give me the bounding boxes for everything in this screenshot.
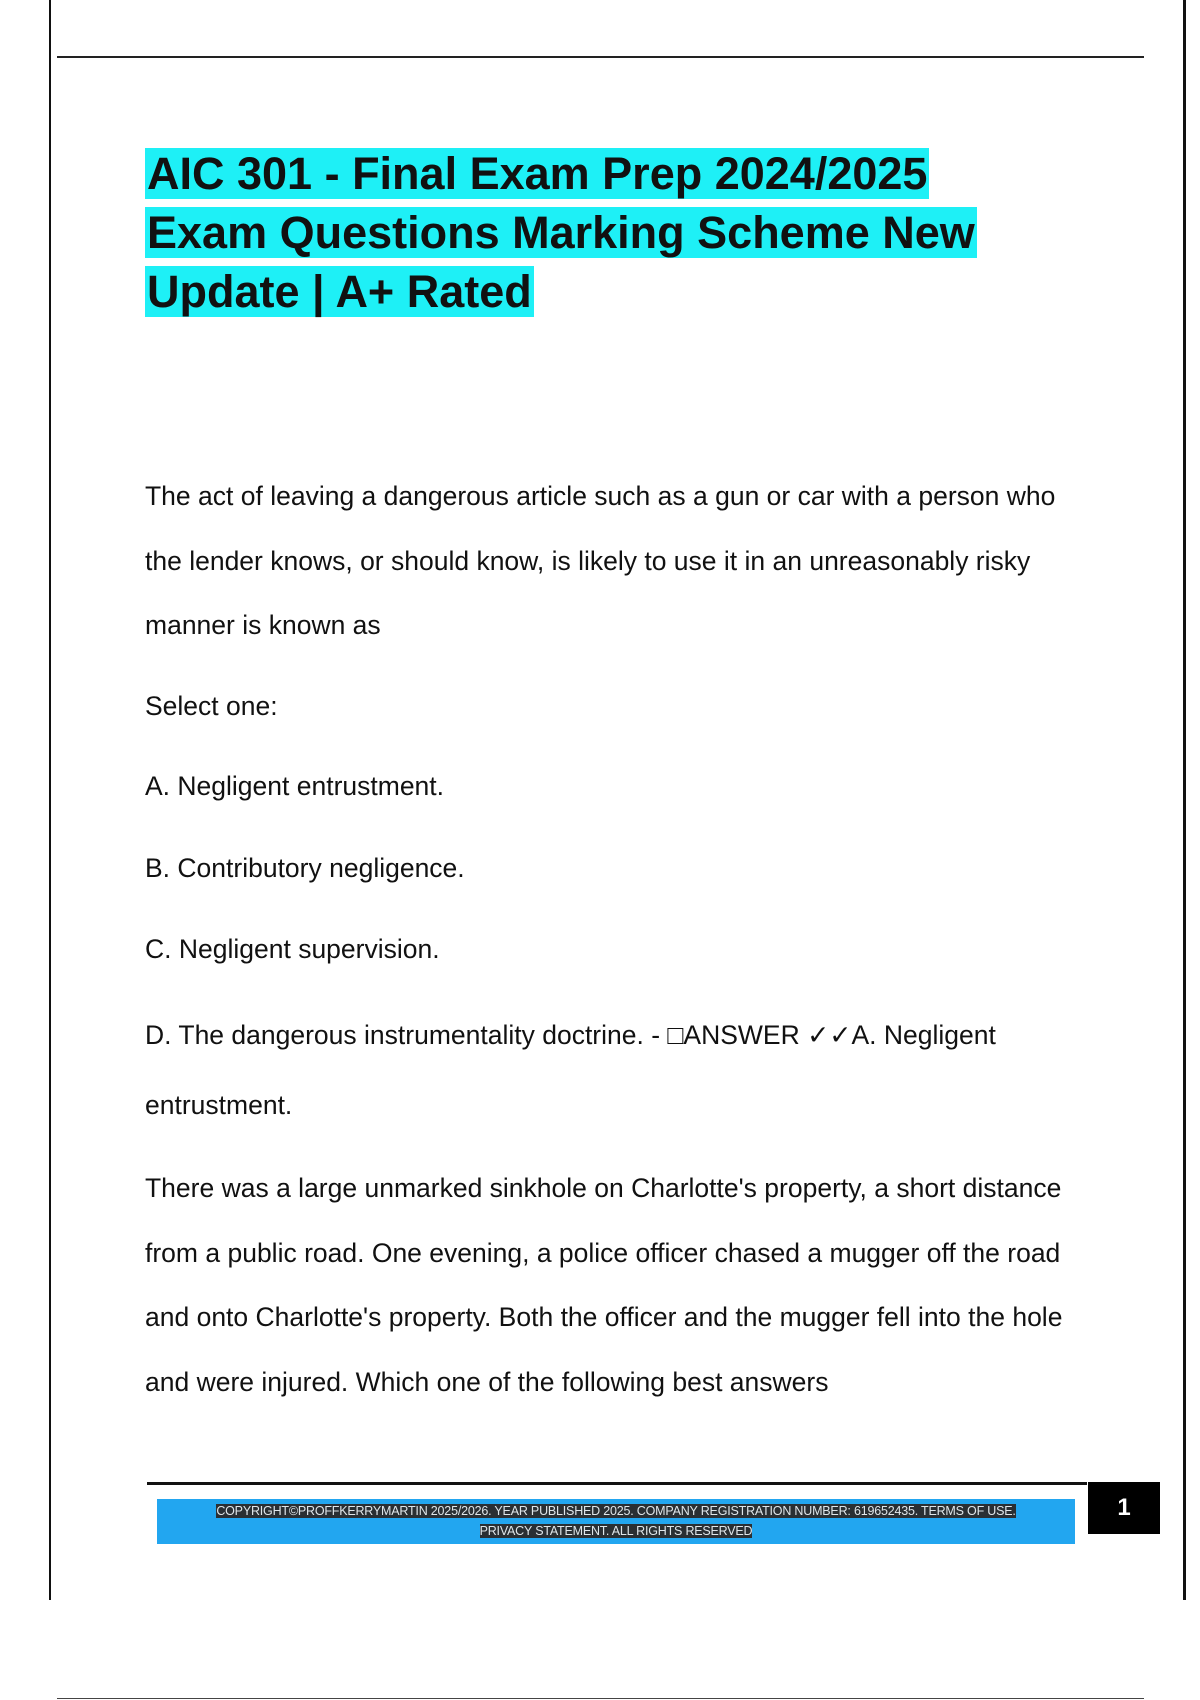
question-1-option-c: C. Negligent supervision.: [145, 934, 440, 964]
right-border-line: [1183, 0, 1186, 1600]
title-line-2: Exam Questions Marking Scheme New: [147, 207, 975, 258]
copyright-line-2: PRIVACY STATEMENT. ALL RIGHTS RESERVED: [479, 1524, 753, 1538]
left-border-line: [49, 0, 51, 1600]
question-2-stem: There was a large unmarked sinkhole on Charlotte's property, a short distance from a public road. One evening, a police officer chased a mugger off the road and onto Charlotte's property. Both the officer and the mugger fell into the hole and were injured. Which one of the following best answers: [145, 1173, 1063, 1397]
question-1-prompt: Select one:: [145, 691, 278, 721]
question-1-option-b: B. Contributory negligence.: [145, 853, 465, 883]
title-line-1: AIC 301 - Final Exam Prep 2024/2025: [147, 148, 928, 199]
copyright-line-1: COPYRIGHT©PROFFKERRYMARTIN 2025/2026. YEAR PUBLISHED 2025. COMPANY REGISTRATION NUMBER: 619652435. TERMS OF USE.: [216, 1504, 1016, 1518]
question-1-option-a: A. Negligent entrustment.: [145, 771, 445, 801]
header-rule: [57, 56, 1144, 58]
page-number: 1: [1088, 1482, 1160, 1534]
title-line-3: Update | A+ Rated: [147, 266, 532, 317]
question-1-stem: The act of leaving a dangerous article such as a gun or car with a person who the lender knows, or should know, is likely to use it in an unreasonably risky manner is known as: [145, 481, 1056, 640]
copyright-footer: [157, 1499, 1075, 1544]
footer-rule: [147, 1482, 1087, 1485]
bottom-rule: [57, 1698, 1144, 1699]
document-title: [145, 144, 1065, 321]
question-1-option-d-answer: D. The dangerous instrumentality doctrine. - □ANSWER ✓✓A. Negligent entrustment.: [145, 1020, 996, 1120]
